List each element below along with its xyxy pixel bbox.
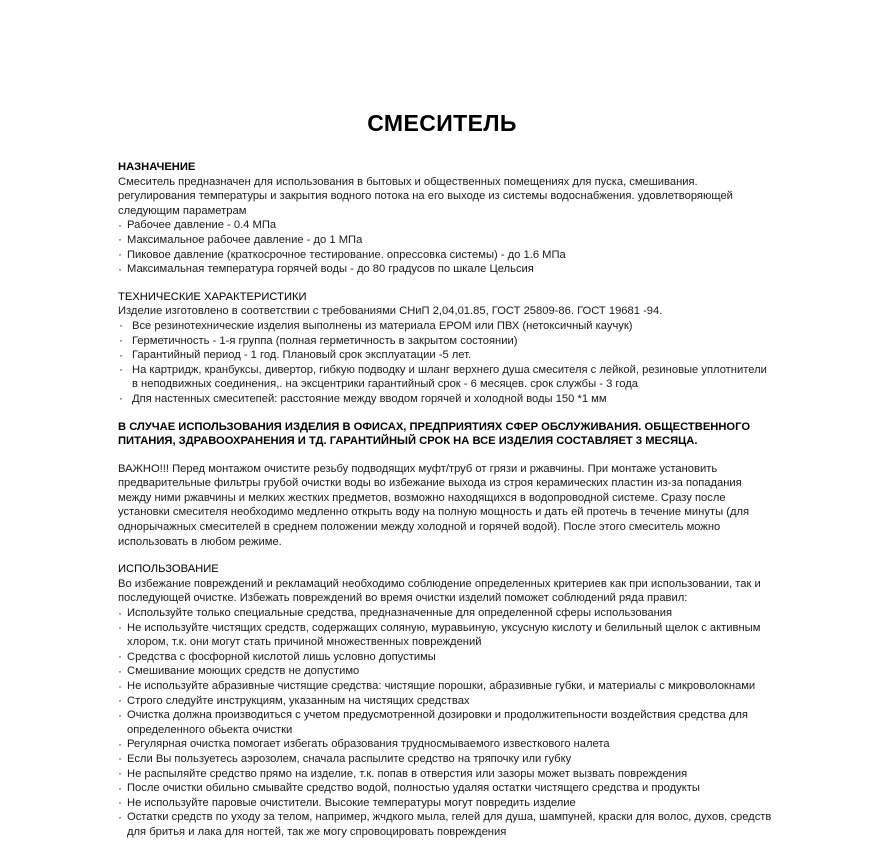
- section-warranty-notice: [118, 420, 772, 449]
- bullet-list-usage: [118, 606, 772, 840]
- list-item: · Регулярная очистка помогает избегать образования трудносмываемого известкового налета: [118, 737, 772, 752]
- warranty-notice-text: В СЛУЧАЕ ИСПОЛЬЗОВАНИЯ ИЗДЕЛИЯ В ОФИСАХ, ПРЕДПРИЯТИЯХ СФЕР ОБСЛУЖИВАНИЯ. ОБЩЕСТВЕННОГО ПИТАНИЯ, ЗДРАВООХРАНЕНИЯ И ТД. ГАРАНТИЙНЫЙ СРОК НА ВСЕ ИЗДЕЛИЯ СОСТАВЛЯЕТ 3 МЕСЯЦА.: [118, 420, 751, 448]
- list-item: · Не используйте паровые очистители. Высокие температуры могут повредить изделие: [118, 796, 772, 811]
- section-specs: [118, 290, 772, 407]
- list-item: · Максимальное рабочее давление - до 1 МПа: [118, 233, 772, 248]
- list-item: · Строго следуйте инструкциям, указанным на чистящих средствах: [118, 694, 772, 709]
- section-heading-specs: ТЕХНИЧЕСКИЕ ХАРАКТЕРИСТИКИ: [118, 290, 307, 303]
- section-important-notice: [118, 462, 772, 550]
- section-paragraph-purpose: Смеситель предназначен для использования в бытовых и общественных помещениях для пуска, смешивания. регулирования температуры и закрытия водного потока на его выходе из системы водоснабжения. удовлетворяющей следующим параметрам: [118, 175, 733, 217]
- section-purpose: [118, 160, 772, 277]
- list-item: · Очистка должна производиться с учетом предусмотренной дозировки и продолжитепьности воздействия средства для определенного обьекта очистки: [118, 708, 772, 737]
- list-item: · Гарантийный период - 1 год. Плановый срок эксплуатации -5 лет.: [118, 348, 772, 363]
- section-paragraph-specs: Изделие изготовлено в соответствии с требованиями СНиП 2,04,01.85, ГОСТ 25809-86. ГОСТ 19681 -94.: [118, 305, 663, 318]
- list-item: · Остатки средств по уходу за телом, например, жчдкого мыла, гелей для душа, шампуней, краски для волос, духов, средств для бритья и лака для ногтей, так же могу спровоцировать повреждения: [118, 810, 772, 839]
- list-item: · Используйте только специальные средства, предназначенные для определенной сферы использования: [118, 606, 772, 621]
- list-item: · Все резинотехнические изделия выполнены из материала ЕРОМ или ПВХ (нетоксичный каучук): [118, 319, 772, 334]
- page-title: СМЕСИТЕЛЬ: [367, 110, 517, 136]
- list-item: · Максимальная температура горячей воды - до 80 градусов по шкале Цельсия: [118, 262, 772, 277]
- section-heading-usage: ИСПОЛЬЗОВАНИЕ: [118, 563, 219, 576]
- list-item: · Средства с фосфорной кислотой лишь условно допустимы: [118, 650, 772, 665]
- section-usage: [118, 562, 772, 839]
- list-item: · Смешивание моющих средств не допустимо: [118, 664, 772, 679]
- list-item: · Рабочее давление - 0.4 МПа: [118, 218, 772, 233]
- list-item: · Пиковое давление (краткосрочное тестирование. опрессовка системы) - до 1.6 МПа: [118, 248, 772, 263]
- list-item: · На картридж, кранбуксы, дивертор, гибкую подводку и шланг верхнего душа смесителя с лейкой, резиновые уплотнители в неподвижных соединения,. на эксцентрики гарантийный срок - 6 месяцев. срок службы - 3 года: [118, 363, 772, 392]
- section-heading-purpose: НАЗНАЧЕНИЕ: [118, 161, 196, 173]
- list-item: · Если Вы пользуетесь аэрозолем, сначала распылите средство на тряпочку или губку: [118, 752, 772, 767]
- bullet-list-specs: [118, 319, 772, 407]
- list-item: · Не используйте чистящих средств, содержащих соляную, муравьиную, уксусную кислоту и белильный щелок с активным хлором, т.к. они могут стать причиной множественных повреждений: [118, 621, 772, 650]
- list-item: · Не распыляйте средство прямо на изделие, т.к. попав в отверстия или зазоры может вызвать повреждения: [118, 767, 772, 782]
- important-notice-text: ВАЖНО!!! Перед монтажом очистите резьбу подводящих муфт/труб от грязи и ржавчины. При монтаже установить предварительные фильтры грубой очистки воды во избежание выхода из строя керамических пластин из-за попадания между ними ржавчины и мелких жестких предметов, возможно находящихся в водопроводной системе. Сразу после установки смесителя необходимо медленно открыть воду на полную мощность и дать ей протечь в течение минуты (для однорычажных смесителей в среднем положении между холодной и горячей водой). После этого смеситель можно использовать в любом режиме.: [118, 462, 750, 548]
- bullet-list-purpose: [118, 218, 772, 276]
- list-item: · Не используйте абразивные чистящие средства: чистящие порошки, абразивные губки, и материалы с микроволокнами: [118, 679, 772, 694]
- list-item: · Дпя настенных смеситепей: расстояние между вводом горячей и холодной воды 150 *1 мм: [118, 392, 772, 407]
- document-body: [118, 160, 772, 840]
- section-paragraph-usage: Во избежание повреждений и рекламаций необходимо соблюдение определенных критериев как при использовании, так и последующей очистке. Избежать повреждений во время очистки изделий поможет соблюдений ряда правил:: [118, 577, 761, 605]
- list-item: · После очистки обильно смывайте средство водой, полностью удаляя остатки чистящего средства и продукты: [118, 781, 772, 796]
- list-item: · Герметичность - 1-я группа (полная герметичность в закрытом состоянии): [118, 334, 772, 349]
